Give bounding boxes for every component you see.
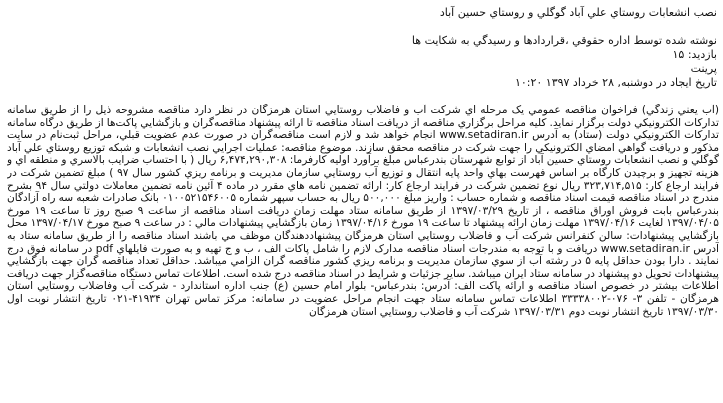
print-link[interactable]: پرينت	[690, 62, 717, 75]
article-views: بازديد: ۱۵	[672, 48, 717, 61]
article-title: نصب انشعابات روستاي علي آباد گوگلي و روستاي حسين آباد	[439, 6, 717, 19]
article-date: تاريخ ايجاد در دوشنبه, ۲۸ خرداد ۱۳۹۷ ۱۰:۲۰	[514, 76, 717, 89]
article-body: (آب يعني زندگي) فراخوان مناقصه عمومي يک مرحله اي شرکت آب و فاضلاب روستايي استان هرمزگان در نظر دارد مناقصه مشروحه ذيل را از طريق سامانه تدارکات الکترونيکي دولت برگزار نمايد. کليه مراحل برگزاري مناقصه از دريافت اسناد مناقصه تا ارائه پيشنهاد مناقصه‌گران و بازگشايي پاکت‌ها از طريق درگاه سامانه تدارکات الکترونيکي دولت (ستاد) به آدرس www.setadiran.ir انجام خواهد شد و لازم است مناقصه‌گران در صورت عدم عضويت قبلي، مراحل ثبت‌نام در سايت مذکور و دريافت گواهي امضاي الکترونيکي را جهت شرکت در مناقصه محقق سازند. موضوع مناقصه: عمليات اجرايي نصب انشعابات و شبکه توزيع روستاي علي آباد گوگلي و نصب انشعابات روستاي حسين آباد از توابع شهرستان بندرعباس مبلغ برآورد اوليه کارفرما: ۶,۴۷۴,۲۹۰,۳۰۸ ريال ( با احتساب ضرايب بالاسري و منطقه اي و هزينه تجهيز و برچيدن کارگاه بر اساس فهرست بهاي واحد پايه انتقال و توزيع آب روستايي سازمان مديريت و برنامه ريزي کشور سال ۹۷ ) مبلغ تضمين شرکت در فرايند ارجاع کار: ۳۲۳,۷۱۴,۵۱۵ ريال نوع تضمين شرکت در فرايند ارجاع کار: ارائه تضمين نامه هاي مقرر در ماده ۴ آئين نامه تضمين معاملات دولتي سال ۹۴ بشرح مندرج در اسناد مناقصه قيمت اسناد مناقصه و شماره حساب : واريز مبلغ ۵۰۰,۰۰۰ ريال به حساب سپهر شماره ۰۱۰۰۵۲۱۵۴۶۰۰۵ بانک صادرات شعبه سه راه آزادگان بندرعباس بابت فروش اوراق مناقصه ، از تاريخ ۱۳۹۷/۰۳/۲۹ از طريق سامانه ستاد مهلت زمان دريافت اسناد مناقصه از ساعت ۹ صبح روز تا ساعت ۱۹ مورخ ۱۳۹۷/۰۴/۰۵ لغايت ۱۳۹۷/۰۴/۱۶ مهلت زمان ارائه پيشنهاد تا ساعت ۱۹ مورخ ۱۳۹۷/۰۴/۱۶ زمان بازگشايي پيشنهادات مالي : در ساعت ۹ صبح مورخ ۱۳۹۷/۰۴/۱۷ محل بازگشايي پيشنهادات: سالن کنفرانس شرکت آب و فاضلاب روستايي استان هرمزگان پيشنهاددهندگان موظف مي باشند اسناد مناقصه را از طريق سامانه ستاد به آدرس www.setadiran.ir دريافت و با توجه به مندرجات اسناد مناقصه مدارک لازم را شامل پاکات الف ، ب و ج تهيه و به صورت فايلهاي pdf در سامانه فوق درج نمايند . دارا بودن حداقل پايه ۵ در رشته آب از سوي سازمان مديريت و برنامه ريزي کشور مناقصه گران الزامي ميباشد. حداقل تعداد مناقصه گران جهت بازگشايي پيشنهادات تحويل دو پيشنهاد در سامانه ستاد ايران ميباشد. ساير جزئيات و شرايط در اسناد مناقصه درج شده است. اطلاعات تماس دستگاه مناقصه‌گزار جهت دريافت اطلاعات بيشتر در خصوص اسناد مناقصه و ارائه پاکت الف: آدرس: بندرعباس- بلوار امام حسين (ع) جنب اداره استاندارد - شرکت آب وفاضلاب روستايي استان هرمزگان - تلفن ۳- ۰۷۶-۳۳۳۳۸۰۰۲ اطلاعات تماس سامانه ستاد جهت انجام مراحل عضويت در سامانه: مرکز تماس تهران ۴۱۹۳۴-۰۲۱ تاريخ انتشار نوبت اول ۱۳۹۷/۰۳/۳۰ تاريخ انتشار نوبت دوم ۱۳۹۷/۰۳/۳۱ شرکت آب و فاضلاب روستايي استان هرمزگان	[7, 104, 719, 318]
article-author-line: نوشته شده توسط اداره حقوقي ،قراردادها و رسيدگي به شکايت ها	[411, 34, 717, 47]
